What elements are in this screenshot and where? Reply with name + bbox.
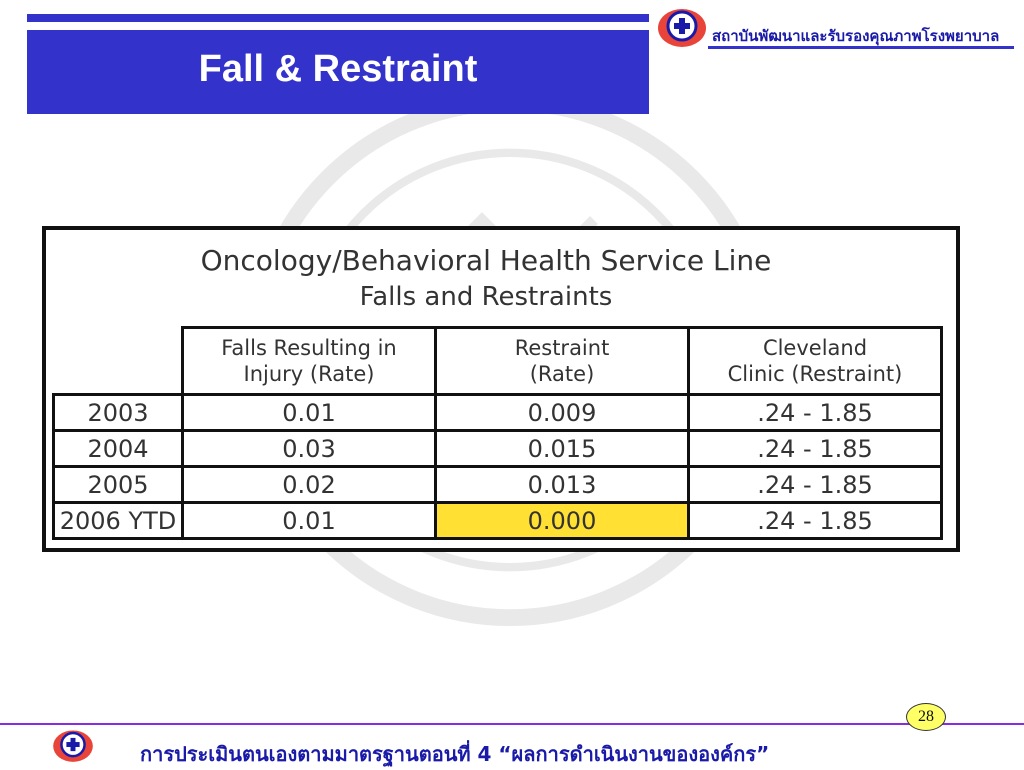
org-underline	[708, 46, 1014, 49]
table-row	[54, 503, 942, 539]
restraint-cell: 0.015	[436, 431, 689, 467]
title-bar-accent	[27, 14, 649, 22]
restraint-cell: 0.013	[436, 467, 689, 503]
cleveland-cell: .24 - 1.85	[689, 503, 942, 539]
row-label: 2006 YTD	[54, 503, 183, 539]
restraint-cell-highlighted: 0.000	[436, 503, 689, 539]
row-label: 2004	[54, 431, 183, 467]
column-header-restraint	[436, 328, 689, 395]
falls-cell: 0.03	[183, 431, 436, 467]
falls-cell: 0.01	[183, 395, 436, 431]
table-row	[54, 395, 942, 431]
column-header-line: Falls Resulting in	[221, 336, 397, 360]
ha-logo-icon	[48, 728, 98, 766]
org-name: สถาบันพัฒนาและรับรองคุณภาพโรงพยาบาล	[712, 27, 1000, 45]
cleveland-cell: .24 - 1.85	[689, 467, 942, 503]
footer-caption: การประเมินตนเองตามมาตรฐานตอนที่ 4 “ผลการดำเนินงานขององค์กร”	[140, 742, 770, 766]
falls-restraints-table-panel	[42, 226, 960, 552]
column-header-line: Restraint	[514, 336, 610, 360]
cleveland-cell: .24 - 1.85	[689, 395, 942, 431]
restraint-cell: 0.009	[436, 395, 689, 431]
row-label: 2003	[54, 395, 183, 431]
column-header-line: Clinic (Restraint)	[727, 362, 903, 386]
slide-title: Fall & Restraint	[198, 48, 478, 90]
table-row	[54, 431, 942, 467]
column-header-line: (Rate)	[529, 362, 595, 386]
column-header-line: Cleveland	[762, 336, 868, 360]
falls-cell: 0.01	[183, 503, 436, 539]
page-number-badge: 28	[906, 703, 946, 731]
table-header-row	[54, 328, 942, 395]
table-corner	[54, 328, 183, 395]
row-label: 2005	[54, 467, 183, 503]
column-header-line: Injury (Rate)	[243, 362, 375, 386]
column-header-cleveland	[689, 328, 942, 395]
column-header-falls	[183, 328, 436, 395]
footer-divider	[0, 723, 1024, 725]
ha-logo-icon	[655, 6, 709, 52]
table-row	[54, 467, 942, 503]
cleveland-cell: .24 - 1.85	[689, 431, 942, 467]
table-title: Oncology/Behavioral Health Service Line	[200, 244, 772, 277]
title-bar	[27, 30, 649, 114]
falls-restraints-table	[52, 326, 943, 540]
falls-cell: 0.02	[183, 467, 436, 503]
table-subtitle: Falls and Restraints	[359, 282, 613, 312]
